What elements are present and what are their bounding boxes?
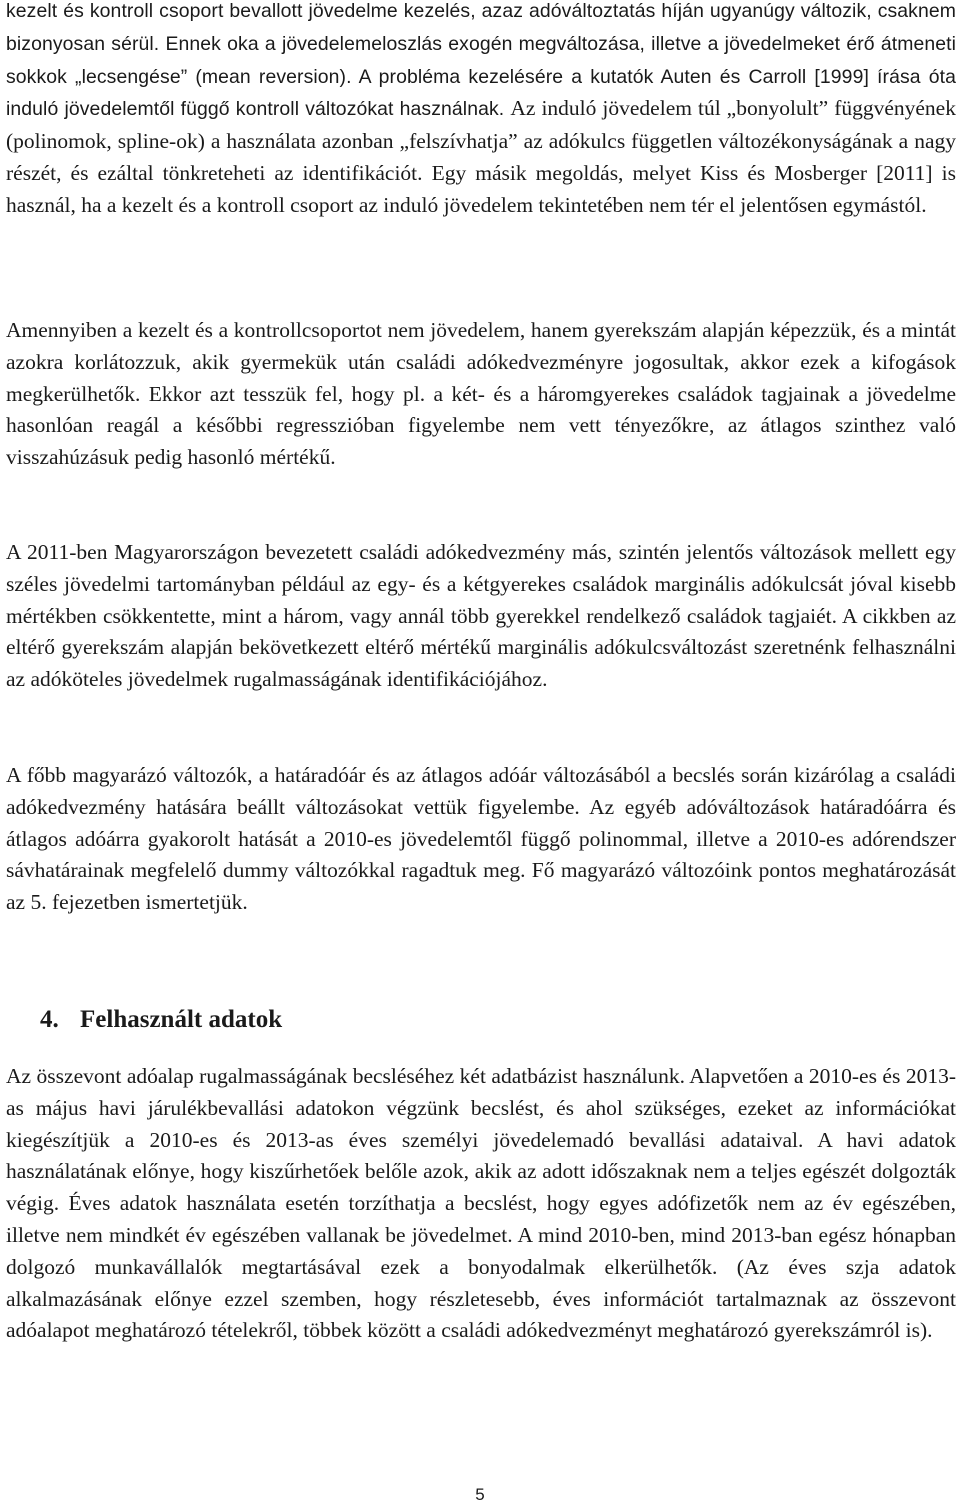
section-number: 4. (40, 1006, 59, 1033)
section-title: Felhasznált adatok (80, 1006, 283, 1033)
page-number: 5 (475, 1485, 485, 1504)
paragraph-3 (6, 537, 956, 696)
paragraph-3-text: A 2011-ben Magyarországon bevezetett családi adókedvezmény más, szintén jelentős változások mellett egy széles jövedelmi tartományban például az egy- és a kétgyerekes családok marginális adókulcsát jóval kisebb mértékben csökkentette, mint a három, vagy annál több gyerekkel rendelkező családok tagjaiét. A cikkben az eltérő gyerekszám alapján bekövetkezett eltérő mértékű marginális adókulcsváltozást szeretnénk felhasználni az adóköteles jövedelmek rugalmasságának identifikációjához. (6, 540, 956, 692)
paragraph-2 (6, 315, 956, 474)
paragraph-5 (6, 1061, 956, 1347)
paragraph-2-text: Amennyiben a kezelt és a kontrollcsoportot nem jövedelem, hanem gyerekszám alapján képezzük, és a mintát azokra korlátozzuk, akik gyermekük után családi adókedvezményre jogosultak, akkor ezek a kifogások megkerülhetők. Ekkor azt tesszük fel, hogy pl. a két- és a háromgyerekes családok tagjainak a jövedelme hasonlóan reagál a későbbi regresszióban figyelembe nem vett tényezőkre, az átlagos szinthez való visszahúzásuk pedig hasonló mértékű. (6, 318, 956, 470)
paragraph-1-part-1: kezelt és kontroll csoport bevallott jövedelme kezelés, azaz adóváltoztatás híján ugyanúgy változik, csaknem bizonyosan sérül. Ennek oka a jövedelemeloszlás exogén megváltozása, illetve a jövedelmeket érő átmeneti sokkok „lecsengése” (mean reversion). A probléma kezelésére a kutatók Auten és Carroll [1999] írása óta induló jövedelemtől függő kontroll változókat használnak. (6, 0, 956, 121)
paragraph-4-text: A főbb magyarázó változók, a határadóár és az átlagos adóár változásából a becslés során kizárólag a családi adókedvezmény hatására beállt változásokat vettük figyelembe. Az egyéb adóváltozások határadóárra és átlagos adóárra gyakorolt hatását a 2010-es jövedelemtől függő polinommal, illetve a 2010-es adórendszer sávhatárainak megfelelő dummy változókkal ragadtuk meg. Fő magyarázó változóink pontos meghatározását az 5. fejezetben ismertetjük. (6, 763, 956, 915)
paragraph-1 (6, 0, 956, 222)
paragraph-4 (6, 760, 956, 919)
paragraph-5-text: Az összevont adóalap rugalmasságának becsléséhez két adatbázist használunk. Alapvetően a 2010-es és 2013-as május havi járulékbevallási adatokon végzünk becslést, és ahol szükséges, ezeket az információkat kiegészítjük a 2010-es és 2013-as éves személyi jövedelemadó bevallási adataival. A havi adatok használatának előnye, hogy kiszűrhetőek belőle azok, akik az adott időszaknak nem a teljes egészét dolgozták végig. Éves adatok használata esetén torzíthatja a becslést, hogy egyes adófizetők nem az év egészében, illetve nem mindkét év egészében vallanak be jövedelmet. A mind 2010-ben, mind 2013-ban egész hónapban dolgozó munkavállalók megtartásával ezek a bonyodalmak elkerülhetők. (Az éves szja adatok alkalmazásának előnye ezzel szemben, hogy részletesebb, éves információt tartalmaznak az összevont adóalapot meghatározó tételekről, többek között a családi adókedvezményt meghatározó gyerekszámról is). (6, 1064, 956, 1343)
section-heading (40, 1000, 282, 1040)
paragraph-1-part-2: Az induló jövedelem túl „bonyolult” függvényének (polinomok, spline-ok) a használata azonban „felszívhatja” az adókulcs független változékonyságának a nagy részét, és ezáltal tönkreteheti az identifikációt. Egy másik megoldás, melyet Kiss és Mosberger [2011] is használ, ha a kezelt és a kontroll csoport az induló jövedelem tekintetében nem tér el jelentősen egymástól. (6, 96, 956, 217)
